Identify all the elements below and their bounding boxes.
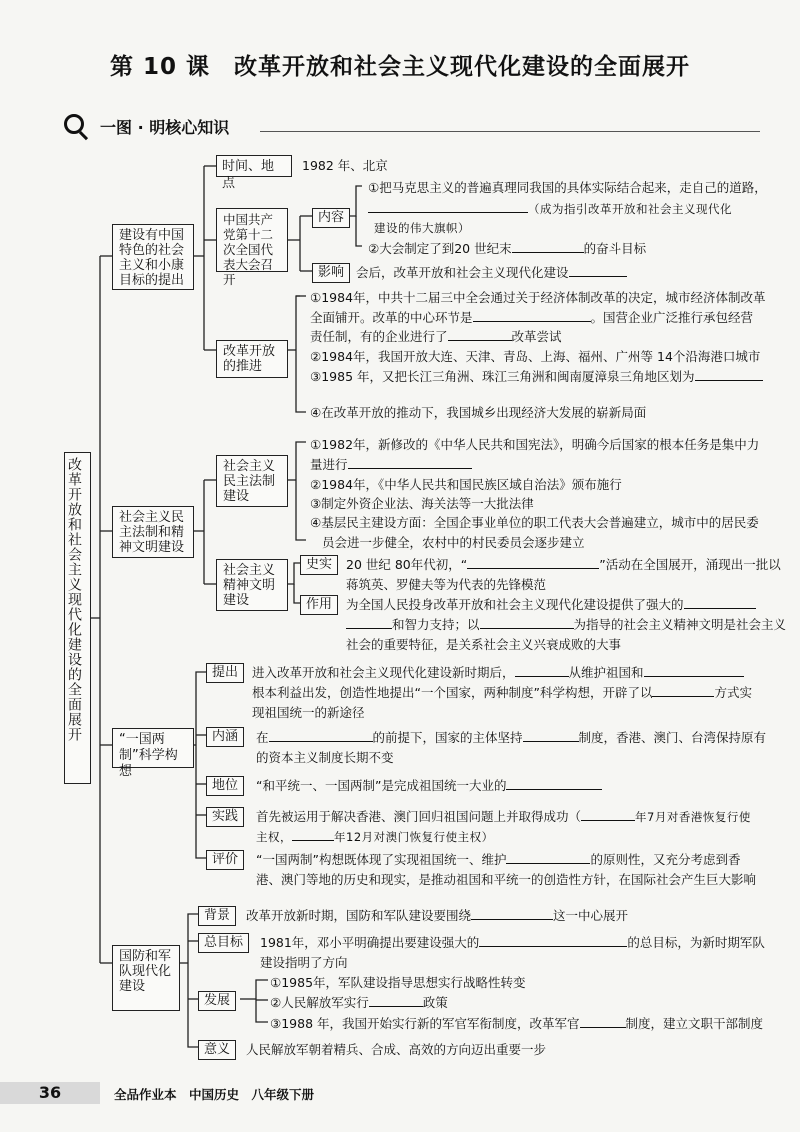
connotation-tag: 内涵 — [206, 727, 244, 747]
influence-tag: 影响 — [312, 263, 350, 283]
blank[interactable] — [652, 683, 714, 697]
reform-item-4: ④在改革开放的推动下，我国城乡出现经济大发展的崭新局面 — [310, 405, 647, 420]
branch-one-country-two-systems: “一国两制”科学构想 — [112, 728, 194, 768]
connotation-b: 的前提下，国家的主体坚持 — [372, 730, 523, 745]
blank[interactable] — [569, 263, 627, 277]
evaluation-text — [256, 849, 740, 870]
reform-1-b: 全面铺开。改革的中心环节是 — [310, 310, 473, 325]
development-3-a: ③1988 年，我国开始实行新的军官军衔制度，改革军官 — [270, 1016, 580, 1031]
democracy-legal: 社会主义民主法制建设 — [216, 455, 288, 507]
blank[interactable] — [515, 663, 569, 677]
practice-text-line2 — [256, 826, 494, 848]
reform-1-d: 责任制，有的企业进行了 — [310, 329, 448, 344]
connotation-text — [256, 727, 766, 748]
page-title: 第 10 课 改革开放和社会主义现代化建设的全面展开 — [109, 54, 691, 80]
fact-b: ”活动在全国展开，涌现出一批以 — [599, 557, 781, 572]
fact-text-line2: 蒋筑英、罗健夫等为代表的先锋模范 — [346, 577, 547, 592]
effect-b: 和智力支持；以 — [392, 617, 480, 632]
position-a: “和平统一、一国两制”是完成祖国统一大业的 — [256, 778, 507, 793]
background-b: 这一中心展开 — [553, 908, 629, 923]
practice-d: 年12月对澳门恢复行使主权） — [334, 830, 494, 844]
section-title: 一图 · 明核心知识 — [100, 118, 230, 137]
reform-item-1-line3 — [310, 326, 562, 347]
effect-c: 为指导的社会主义精神文明是社会主义 — [573, 617, 787, 632]
propose-text-line3: 现祖国统一的新途径 — [252, 705, 365, 720]
effect-a: 为全国人民投身改革开放和社会主义现代化建设提供了强大的 — [346, 597, 684, 612]
development-tag: 发展 — [198, 991, 236, 1011]
law-item-4-line2: 员会进一步健全，农村中的村民委员会逐步建立 — [322, 535, 585, 550]
development-2-a: ②人民解放军实行 — [270, 995, 369, 1010]
blank[interactable] — [512, 239, 584, 253]
blank[interactable] — [480, 615, 574, 629]
law-item-4: ④基层民主建设方面：全国企事业单位的职工代表大会普遍建立，城市中的居民委 — [310, 515, 759, 530]
practice-text — [256, 806, 751, 828]
practice-c: 主权， — [256, 830, 292, 844]
connotation-c: 制度，香港、澳门、台湾保持原有 — [578, 730, 767, 745]
evaluation-a: “一国两制”构想既体现了实现祖国统一、维护 — [256, 852, 507, 867]
blank[interactable] — [346, 615, 392, 629]
influence-text-body: 会后，改革开放和社会主义现代化建设 — [356, 265, 569, 280]
meaning-tag: 意义 — [198, 1040, 236, 1060]
law-item-2: ②1984年，《中华人民共和国民族区域自治法》颁布施行 — [310, 477, 622, 492]
background-tag: 背景 — [198, 906, 236, 926]
development-2-b: 政策 — [422, 995, 448, 1010]
content-item-2 — [368, 238, 646, 259]
goal-a: 1981年，邓小平明确提出要建设强大的 — [260, 935, 480, 950]
evaluation-text-line2: 港、澳门等地的历史和现实，是推动祖国和平统一的创造性方针，在国际社会产生巨大影响 — [256, 872, 757, 887]
reform-1-e: 改革尝试 — [511, 329, 562, 344]
propose-b: 从维护祖国和 — [568, 665, 644, 680]
blank[interactable] — [348, 455, 472, 469]
blank[interactable] — [644, 663, 744, 677]
blank[interactable] — [368, 199, 528, 213]
effect-text-line3: 社会的重要特征，是关系社会主义兴衰成败的大事 — [346, 637, 622, 652]
blank[interactable] — [684, 595, 756, 609]
content-2-text: ②大会制定了到20 世纪末 — [368, 241, 512, 256]
blank[interactable] — [523, 728, 579, 742]
effect-text-line2 — [346, 614, 786, 635]
reform-item-3 — [310, 366, 763, 387]
page-number: 36 — [0, 1082, 100, 1104]
law-item-1: ①1982年，新修改的《中华人民共和国宪法》，明确今后国家的根本任务是集中力 — [310, 437, 760, 452]
blank[interactable] — [369, 993, 423, 1007]
book-info: 全品作业本 中国历史 八年级下册 — [114, 1087, 315, 1102]
development-3-b: 制度，建立文职干部制度 — [625, 1016, 764, 1031]
law-1-b: 量进行 — [310, 457, 348, 472]
branch-defense-army: 国防和军队现代化建设 — [112, 945, 180, 1011]
fact-tag: 史实 — [300, 555, 338, 575]
evaluation-b: 的原则性，又充分考虑到香 — [590, 852, 741, 867]
fact-text — [346, 554, 781, 575]
effect-tag: 作用 — [300, 595, 338, 615]
blank[interactable] — [473, 308, 591, 322]
fact-a: 20 世纪 80年代初，“ — [346, 557, 468, 572]
propose-text — [252, 662, 744, 683]
reform-3-text: ③1985 年，又把长江三角洲、珠江三角洲和闽南厦漳泉三角地区划为 — [310, 369, 695, 384]
blank[interactable] — [471, 906, 553, 920]
goal-text — [260, 932, 765, 953]
goal-b: 的总目标，为新时期军队 — [627, 935, 765, 950]
reform-1-c: 。国营企业广泛推行承包经营 — [590, 310, 754, 325]
development-item-3 — [270, 1013, 763, 1034]
blank[interactable] — [506, 850, 590, 864]
content-tag: 内容 — [312, 208, 350, 228]
blank[interactable] — [292, 827, 334, 841]
blank[interactable] — [695, 367, 763, 381]
root-topic: 改革开放和社会主义现代化建设的全面展开 — [64, 452, 91, 784]
content-item-1-line2 — [368, 198, 732, 220]
blank[interactable] — [467, 555, 599, 569]
time-place-tag: 时间、地点 — [216, 155, 292, 177]
background-a: 改革开放新时期，国防和军队建设要围绕 — [246, 908, 472, 923]
branch-democracy-civilization: 社会主义民主法制和精神文明建设 — [112, 506, 194, 558]
development-item-1: ①1985年，军队建设指导思想实行战略性转变 — [270, 975, 526, 990]
reform-item-1: ①1984年，中共十二届三中全会通过关于经济体制改革的决定，城市经济体制改革 — [310, 290, 766, 305]
propose-c: 根本利益出发，创造性地提出“一个国家，两种制度”科学构想，开辟了以 — [252, 685, 653, 700]
content-note: （成为指引改革开放和社会主义现代化 — [528, 202, 732, 216]
position-tag: 地位 — [206, 776, 244, 796]
evaluation-tag: 评价 — [206, 850, 244, 870]
blank[interactable] — [506, 776, 602, 790]
time-place-text: 1982 年、北京 — [302, 158, 388, 173]
reform-advance: 改革开放的推进 — [216, 340, 288, 378]
propose-d: 方式实 — [714, 685, 752, 700]
goal-tag: 总目标 — [198, 933, 249, 953]
meaning-text: 人民解放军朝着精兵、合成、高效的方向迈出重要一步 — [246, 1042, 547, 1057]
blank[interactable] — [581, 807, 635, 821]
twelfth-congress: 中国共产党第十二次全国代表大会召开 — [216, 208, 288, 272]
reform-item-1-line2 — [310, 307, 753, 328]
law-item-3: ③制定外资企业法、海关法等一大批法律 — [310, 496, 534, 511]
connotation-a: 在 — [256, 730, 269, 745]
blank[interactable] — [269, 728, 373, 742]
practice-tag: 实践 — [206, 807, 244, 827]
reform-item-2: ②1984年，我国开放大连、天津、青岛、上海、福州、广州等 14个沿海港口城市 — [310, 349, 761, 364]
blank[interactable] — [479, 933, 627, 947]
goal-text-line2: 建设指明了方向 — [260, 955, 348, 970]
content-2-text-end: 的奋斗目标 — [583, 241, 647, 256]
practice-a: 首先被运用于解决香港、澳门回归祖国问题上并取得成功（ — [256, 809, 582, 824]
propose-text-line2 — [252, 682, 752, 703]
branch-socialism-xiaokang: 建设有中国特色的社会主义和小康目标的提出 — [112, 224, 194, 290]
law-item-1-line2 — [310, 454, 472, 475]
blank[interactable] — [580, 1014, 626, 1028]
propose-tag: 提出 — [206, 663, 244, 683]
content-note-line2: 建设的伟大旗帜） — [374, 221, 470, 235]
page-footer — [0, 1078, 800, 1118]
propose-a: 进入改革开放和社会主义现代化建设新时期后， — [252, 665, 515, 680]
connotation-text-line2: 的资本主义制度长期不变 — [256, 750, 394, 765]
background-text — [246, 905, 628, 926]
practice-b: 年7月对香港恢复行使 — [635, 810, 751, 824]
development-item-2 — [270, 992, 448, 1013]
blank[interactable] — [448, 327, 512, 341]
position-text — [256, 775, 602, 796]
effect-text — [346, 594, 756, 615]
influence-text — [356, 262, 627, 283]
spiritual-civilization: 社会主义精神文明建设 — [216, 559, 288, 611]
content-item-1: ①把马克思主义的普遍真理同我国的具体实际结合起来，走自己的道路， — [368, 180, 767, 195]
